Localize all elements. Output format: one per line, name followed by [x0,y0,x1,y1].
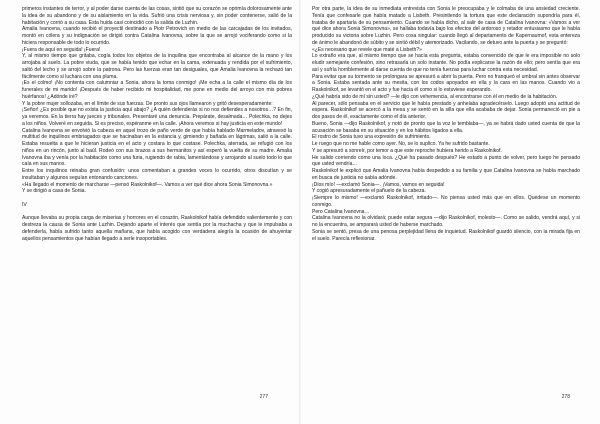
paragraph: ¡Señor! ¿Es posible que no exista la justicia aquí abajo? ¿A quién defenderás si no nos defiendes a nosotros…? En fin, ya veremos. En la tierra hay jueces y tribunales. Presentaré una denuncia. Prepárate, desalmada… Polechka, no dejes a los niños. Volveré en seguida. Si es preciso, espéranme en la calle. ¡Ahora veremos si hay justicia en este mundo! [22,107,292,127]
paragraph: ¿Qué habría sido de mí sin usted? —le dijo con vehemencia, al encontrarse con él en medio de la habitación. [312,93,558,100]
page-number: 278 [561,394,570,400]
paragraph: Al parecer, sólo pensaba en el servicio que le había prestado y anhelaba agradecérselo. Luego adoptó una actitud de espera. Raskolnikof se acercó a la mesa y se sentó en la silla que ella acababa de dejar. Sonia permaneció en pie a dos pasos de él, exactamente como el día anterior. [312,100,580,120]
paragraph: «¿Es necesario que revele que maté a Lisbeth?» [312,46,422,53]
chapter-heading: IV [22,201,27,208]
paragraph: Lo extraño era que, al mismo tiempo que se hacía esta pregunta, estaba convencido de que le era imposible no solo eludir semejante confesión, sino retrasarla un solo instante. No podía explicarse la razón de ello; pero sentía que era así y sufría horriblemente al darse cuenta de que no tenía fuerzas para luchar contra esta necesidad. [312,53,580,73]
left-page [22,6,292,418]
right-page [312,6,580,418]
paragraph: Aunque llevaba su propia carga de miserias y horrores en el corazón, Raskolnikof había defendido valientemente y con destreza la causa de Sonia ante Luzhin. Dejando aparte el interés que sentía por la muchacha y que le impulsaba a defenderla, había sufrido tanto aquella mañana, que había acogido con verdadera alegría la ocasión de ahuyentar aquellos pensamientos que habían llegado a serle insoportables. [22,215,292,242]
paragraph: Entre los inquilinos reinaba gran confusión: unos comentaban a grandes voces lo ocurrido, otros discutían y se insultaban y algunos seguían entonando canciones. [22,168,292,181]
paragraph: ¡Dios mío! —exclamó Sonia—. ¡Vamos, vamos en seguida! [312,181,445,188]
paragraph: «Ha llegado el momento de marcharse —pensó Raskolnikof—. Vamos a ver qué dice ahora Sonia Simonovna.» [22,181,273,188]
paragraph: Y se apresuró a sonreír, por temor a que este reproche hubiera herido a Raskolnikof. [312,147,502,154]
paragraph: ¡Siempre lo mismo! —exclamó Raskolnikof, irritado—. No piensa usted más que en ellos. Quédese un momento conmigo. [312,195,580,208]
paragraph: Catalina Ivanovna no la olvidará; puede estar segura —dijo Raskolnikof, molesto—. Como se salido, vendrá aquí, y si no la encuentra, se amparará usted de haberse marchado. [312,215,580,228]
paragraph: Y cogió apresuradamente el pañuelo de la cabeza. [312,188,426,195]
right-page-text [312,6,580,242]
paragraph: Bueno, Sonia —dijo Raskolnikof, y notó de pronto que la voz le temblaba—, ya se habrá dado usted cuenta de que la acusación se basaba en su situación y en los hábitos ligados a ella. [312,120,580,134]
book-gutter [299,0,301,424]
paragraph: Le ruego que no me hable como ayer. No, se lo suplico. Ya he sufrido bastante. [312,141,490,147]
paragraph: Raskolnikof le explicó que Amalia Ivanovna había despedido a su familia y que Catalina Ivanovna se había marchado en busca de justicia no sabía adónde. [312,168,580,181]
paragraph: Amalia Ivanovna, cuando recibió el proyectil destinado a Piotr Petrovich en medio de las carcajadas de los invitados, montó en cólera y su indignación se dirigió contra Catalina Ivanovna, sobre la que se arrojó vociferando como si la hiciera responsable de todo lo ocurrido. [22,26,292,46]
paragraph: Para evitar que su tormento se prolongara se apresuró a abrir la puerta. Pero no franqueó el umbral sin antes observar a Sonia. Estaba sentada ante su mesita, con los codos apoyados en ella y la cara en las manos. Cuando vio a Raskolnikof, se levantó en el acto y fue hacia él como si lo estuviese esperando. [312,73,580,93]
paragraph: Catalina Ivanovna se envolvió la cabeza en aquel trozo de paño verde de que había hablado Marmeladov, atravesó la multitud de inquilinos embriagados que se hacinaban en la estancia y, gimiendo y bañada en lágrimas, salió a la calle. Estaba resuelta a que le hicieran justicia en el acto y costara lo que costase. Polechka, aterrada, se refugió con los niños en un rincón, junto al baúl. Rodeó con sus brazos a sus hermanitos y así esperó la vuelta de su madre. Amalia Ivanovna iba y venía por la habitación como una furia, rugiendo de rabia, lamentándose y arrojando al suelo todo lo que caía en sus manos. [22,127,292,168]
paragraph: Pero Catalina Ivanovna… [312,208,370,215]
paragraph: Y la pobre mujer sollozaba, en el límite de sus fuerzas. De pronto sus ojos llamearon y gritó desesperadamente: [22,100,273,107]
left-page-text [22,6,292,242]
paragraph: Y se dirigió a casa de Sonia. [22,188,86,195]
paragraph: Y, al mismo tiempo que gritaba, cogía todos los objetos de la inquilina que encontraba al alcance de la mano y los arrojaba al suelo. La pobre viuda, que se había tenido que echar en la cama, extenuada y rendida por el sufrimiento, saltó del lecho y se arrojó sobre la patrona. Pero las fuerzas eran tan desiguales, que Amalia Ivanovna la rechazó tan fácilmente como si luchara con una pluma. [22,53,292,80]
paragraph: primeros instantes de terror, y al poder darse cuenta de las cosas, sintió que su corazón se oprimía dolorosamente ante la idea de su abandono y de su aislamiento en la vida. Sufrió una crisis nerviosa y, sin poder contenerse, salió de la habitación y corrió a su casa. Esta huida casi coincidió con la salida de Luzhin. [22,6,292,26]
paragraph: El rostro de Sonia tuvo una expresión de sufrimiento. [312,134,431,141]
paragraph: Por otra parte, la idea de su inmediata entrevista con Sonia le preocupaba y le colmaba de una ansiedad creciente. Tenía que confesarle que había matado a Lisbeth. Presintiendo la tortura que este declaración supondría para él, trataba de apartarla de su pensamiento. Cuando se había dicho, al salir de casa de Catalina Ivanovna: «Vamos a ver qué dice ahora Sonia Simonovna», se hallaba todavía bajo los efectos del ardoroso y retador entusiasmo que le había producido su victoria sobre Luzhin. Pero cosa singular: cuando llegó al departamento de Kapernaumof, esta entereza de ánimo le abandonó de súbito y se sintió débil y atemorizado. Vacilando, se detuvo ante la puerta y se preguntó: [312,6,580,46]
paragraph: ¡Fuera de aquí en seguida! ¡Fuera! [22,46,101,53]
paragraph: Sonia se sentó, presa de una penosa perplejidad llena de inquietud. Raskolnikof guardó silencio, con la mirada fija en el suelo. Parecía reflexionar. [312,228,580,242]
paragraph: ¡Es el colmo! ¡No contenta con calumniar a Sonia, ahora la toma conmigo! ¡Me echa a la calle el mismo día de los funerales de mi marido! ¡Después de haber recibido mi hospitalidad, me pone en medio del arroyo con mis pobres huérfanos! ¿Adónde iré? [22,80,292,100]
page-number: 277 [259,394,268,400]
paragraph: He salido corriendo como una loca. ¿Qué ha pasado después? He estado a punto de volver, pero luego he pensado que usted vendría… [312,154,580,168]
